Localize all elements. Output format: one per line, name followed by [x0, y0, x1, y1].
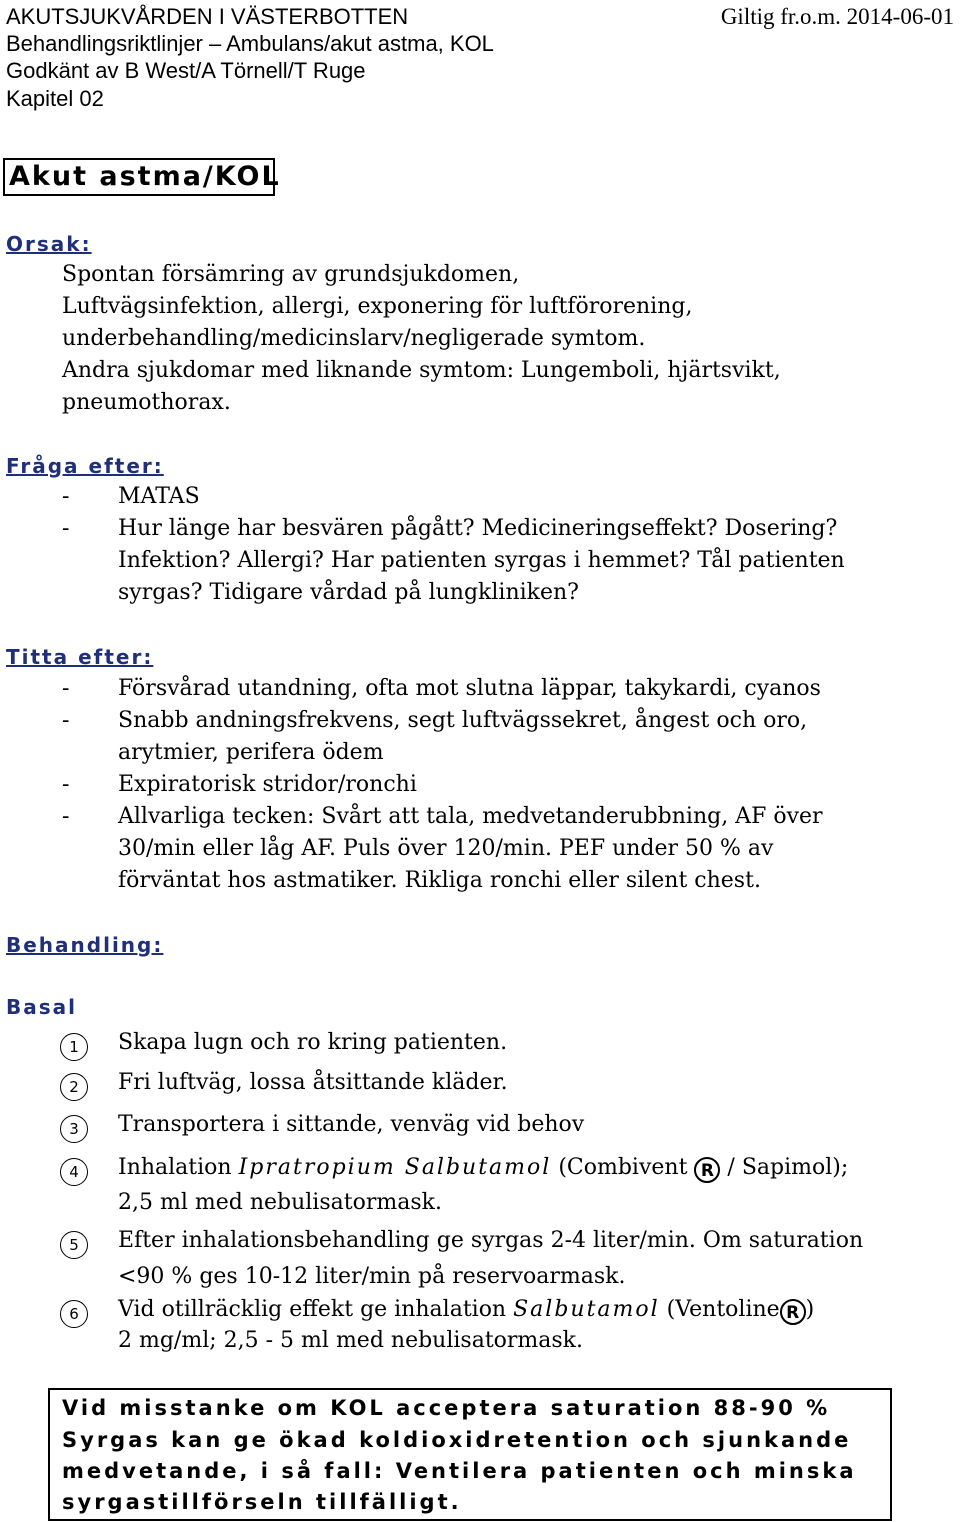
- valid-from: Giltig fr.o.m. 2014-06-01: [720, 4, 954, 29]
- fraga-item: syrgas? Tidigare vårdad på lungkliniken?: [118, 580, 579, 605]
- titta-item: Försvårad utandning, ofta mot slutna läppar, takykardi, cyanos: [118, 676, 821, 701]
- registered-icon: R: [694, 1157, 720, 1183]
- step-number: 5: [60, 1228, 88, 1259]
- step-number: 3: [60, 1112, 88, 1143]
- titta-item: förväntat hos astmatiker. Rikliga ronchi eller silent chest.: [118, 868, 761, 893]
- list-bullet: -: [62, 804, 70, 829]
- step-text: 2,5 ml med nebulisatormask.: [118, 1190, 442, 1215]
- step-text: Skapa lugn och ro kring patienten.: [118, 1030, 508, 1055]
- titta-item: Allvarliga tecken: Svårt att tala, medvetanderubbning, AF över: [118, 804, 823, 829]
- step-text-part: (Ventoline: [659, 1297, 780, 1322]
- list-bullet: -: [62, 772, 70, 797]
- step-text-part: / Sapimol);: [720, 1155, 849, 1180]
- fraga-item: Hur länge har besvären pågått? Medicineringseffekt? Dosering?: [118, 516, 838, 541]
- list-bullet: -: [62, 708, 70, 733]
- titta-heading: Titta efter:: [6, 645, 154, 669]
- document-title: Akut astma/KOL: [3, 158, 275, 196]
- step-number: 6: [60, 1297, 88, 1328]
- drug-name: Salbutamol: [513, 1297, 660, 1322]
- fraga-item: MATAS: [118, 484, 200, 509]
- header-org: AKUTSJUKVÅRDEN I VÄSTERBOTTEN: [6, 4, 409, 29]
- orsak-line: pneumothorax.: [62, 390, 231, 415]
- step-number: 2: [60, 1070, 88, 1101]
- basal-heading: Basal: [6, 995, 77, 1019]
- orsak-line: Luftvägsinfektion, allergi, exponering för luftförorening,: [62, 294, 693, 319]
- warning-line: Vid misstanke om KOL acceptera saturation 88-90 %: [62, 1396, 831, 1420]
- warning-line: syrgastillförseln tillfälligt.: [62, 1490, 462, 1514]
- fraga-heading: Fråga efter:: [6, 454, 164, 478]
- kol-warning-box: [48, 1388, 892, 1521]
- behandling-heading: Behandling:: [6, 933, 164, 957]
- step-text-part: Vid otillräcklig effekt ge inhalation: [118, 1297, 514, 1322]
- titta-item: arytmier, perifera ödem: [118, 740, 384, 765]
- orsak-line: Spontan försämring av grundsjukdomen,: [62, 262, 520, 287]
- list-bullet: -: [62, 516, 70, 541]
- step-text-part: (Combivent: [551, 1155, 695, 1180]
- orsak-line: Andra sjukdomar med liknande symtom: Lungemboli, hjärtsvikt,: [62, 358, 781, 383]
- orsak-heading: Orsak:: [6, 232, 92, 256]
- fraga-item: Infektion? Allergi? Har patienten syrgas i hemmet? Tål patienten: [118, 548, 845, 573]
- list-bullet: -: [62, 484, 70, 509]
- step-text-part: ): [805, 1297, 815, 1322]
- step-text: Fri luftväg, lossa åtsittande kläder.: [118, 1070, 508, 1095]
- warning-line: medvetande, i så fall: Ventilera patienten och minska: [62, 1459, 857, 1483]
- step-text: 2 mg/ml; 2,5 - 5 ml med nebulisatormask.: [118, 1328, 584, 1353]
- drug-name: Ipratropium Salbutamol: [238, 1155, 552, 1180]
- orsak-line: underbehandling/medicinslarv/negligerade symtom.: [62, 326, 646, 351]
- step-text: Transportera i sittande, venväg vid behov: [118, 1112, 585, 1137]
- header-guideline: Behandlingsriktlinjer – Ambulans/akut astma, KOL: [6, 31, 494, 56]
- list-bullet: -: [62, 676, 70, 701]
- step-text-part: Inhalation: [118, 1155, 239, 1180]
- step-number: 4: [60, 1155, 88, 1186]
- titta-item: Snabb andningsfrekvens, segt luftvägssekret, ångest och oro,: [118, 708, 808, 733]
- registered-icon: R: [780, 1299, 806, 1325]
- warning-line: Syrgas kan ge ökad koldioxidretention och sjunkande: [62, 1428, 852, 1452]
- header-chapter: Kapitel 02: [6, 86, 104, 111]
- step-text: <90 % ges 10-12 liter/min på reservoarmask.: [118, 1264, 626, 1289]
- titta-item: Expiratorisk stridor/ronchi: [118, 772, 417, 797]
- step-text: [118, 1297, 814, 1325]
- step-text: [118, 1155, 848, 1183]
- header-approved: Godkänt av B West/A Törnell/T Ruge: [6, 58, 366, 83]
- titta-item: 30/min eller låg AF. Puls över 120/min. PEF under 50 % av: [118, 836, 774, 861]
- step-number: 1: [60, 1030, 88, 1061]
- step-text: Efter inhalationsbehandling ge syrgas 2-4 liter/min. Om saturation: [118, 1228, 864, 1253]
